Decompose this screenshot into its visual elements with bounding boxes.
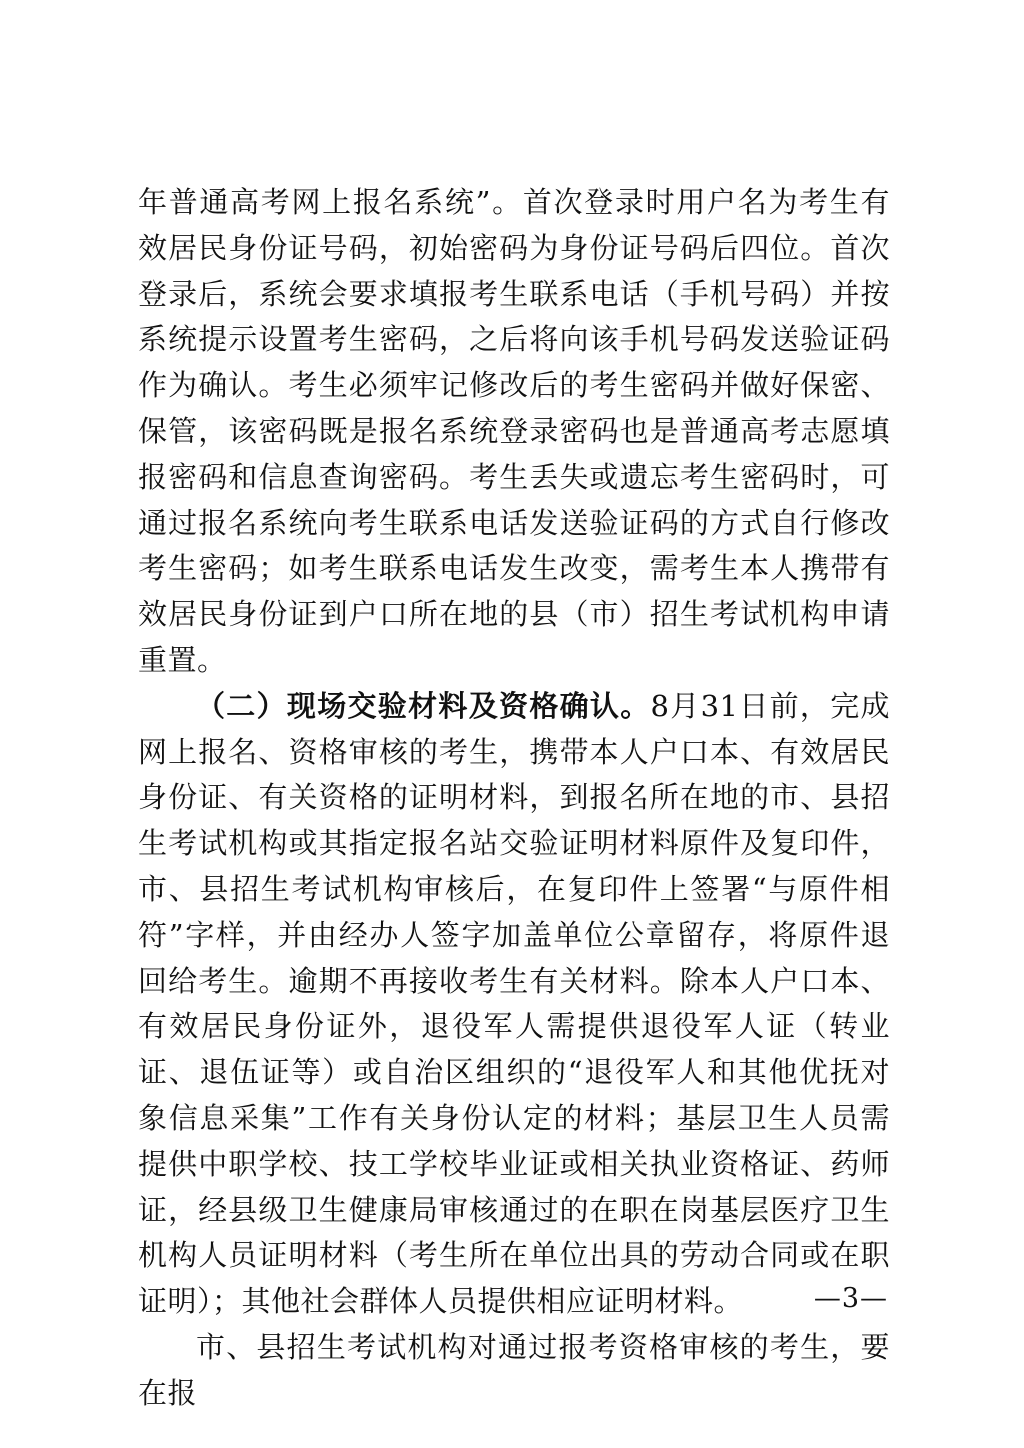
- paragraph-review: 市、县招生考试机构对通过报考资格审核的考生，要在报: [138, 1329, 890, 1410]
- paragraph-registration-password: 年普通高考网上报名系统”。首次登录时用户名为考生有效居民身份证号码，初始密码为身份证号码后四位。首次登录后，系统会要求填报考生联系电话（手机号码）并按系统提示设置考生密码，之后将向该手机号码发送验证码作为确认。考生必须牢记修改后的考生密码并做好保密、保管，该密码既是报名系统登录密码也是普通高考志愿填报密码和信息查询密码。考生丢失或遗忘考生密码时，可通过报名系统向考生联系电话发送验证码的方式自行修改考生密码；如考生联系电话发生改变，需考生本人携带有效居民身份证到户口所在地的县（市）招生考试机构申请重置。: [138, 185, 890, 677]
- paragraph-material-verification: [138, 684, 890, 1325]
- page-number: —3—: [813, 1283, 888, 1314]
- document-body: [138, 180, 890, 1417]
- section-body: 8月31日前，完成网上报名、资格审核的考生，携带本人户口本、有效居民身份证、有关资格的证明材料，到报名所在地的市、县招生考试机构或其指定报名站交验证明材料原件及复印件，市、县招生考试机构审核后，在复印件上签署“与原件相符”字样，并由经办人签字加盖单位公章留存，将原件退回给考生。逾期不再接收考生有关材料。除本人户口本、有效居民身份证外，退役军人需提供退役军人证（转业证、退伍证等）或自治区组织的“退役军人和其他优抚对象信息采集”工作有关身份认定的材料；基层卫生人员需提供中职学校、技工学校毕业证或相关执业资格证、药师证，经县级卫生健康局审核通过的在职在岗基层医疗卫生机构人员证明材料（考生所在单位出具的劳动合同或在职证明）；其他社会群体人员提供相应证明材料。: [138, 688, 890, 1319]
- section-heading: （二）现场交验材料及资格确认。: [196, 688, 651, 723]
